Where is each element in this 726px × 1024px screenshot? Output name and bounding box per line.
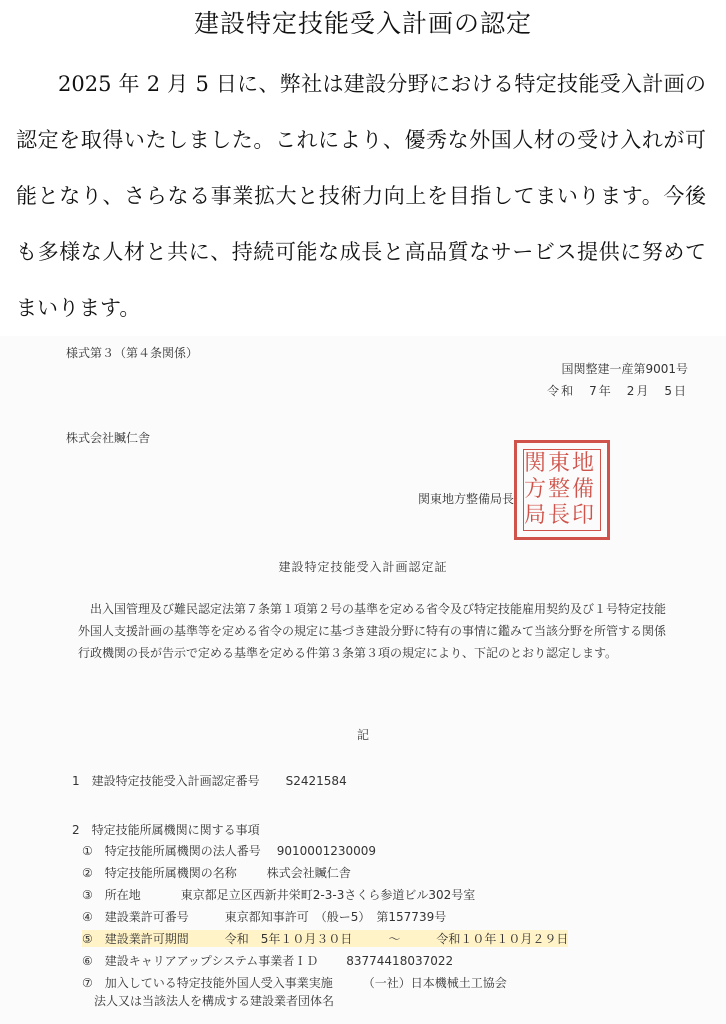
sub-item-label: ① 特定技能所属機関の法人番号: [82, 844, 261, 858]
sub-item-3: [82, 886, 475, 903]
item-1: [72, 772, 347, 789]
sub-item-value: 83774418037022: [346, 954, 454, 968]
form-number: 様式第３（第４条関係）: [66, 346, 199, 360]
sub-item-value: 東京都足立区西新井栄町2-3-3さくら参道ビル302号室: [180, 888, 476, 902]
recipient-name: 株式会社贓仁舎: [66, 431, 151, 445]
issue-date: 令和 7年 2月 5日: [547, 384, 688, 398]
sub-item-value: （一社）日本機械土工協会: [362, 976, 507, 990]
sub-item-7-continued: 法人又は当該法人を構成する建設業者団体名: [94, 994, 335, 1008]
sub-item-label: ⑥ 建設キャリアアップシステム事業者ＩＤ: [82, 954, 319, 968]
sub-item-6: [82, 952, 453, 969]
sub-item-label: ③ 所在地: [82, 888, 141, 902]
sub-item-4: [82, 908, 446, 925]
document-number: 国関整建一産第9001号: [561, 362, 688, 376]
sub-item-value: 9010001230009: [276, 844, 377, 858]
sub-item-2: [82, 864, 351, 881]
sub-item-label: ② 特定技能所属機関の名称: [82, 866, 237, 880]
sub-item-value: 東京都知事許可 （般ー5） 第157739号: [224, 910, 447, 924]
sub-item-label: ④ 建設業許可番号: [82, 910, 189, 924]
certificate-title: 建設特定技能受入計画認定証: [278, 560, 448, 574]
official-seal: [514, 440, 610, 540]
sub-item-5: [82, 930, 568, 947]
seal-lettering: 関東地方整備局長印: [523, 449, 601, 531]
issuer-title: 関東地方整備局長: [418, 492, 515, 506]
sub-item-1: [82, 842, 376, 859]
item-1-value: S2421584: [285, 774, 347, 788]
page-title: 建設特定技能受入計画の認定: [193, 9, 532, 38]
sub-item-value: 株式会社贓仁舎: [266, 866, 351, 880]
item-2-heading: 2 特定技能所属機関に関する事項: [72, 823, 260, 837]
sub-item-value: 令和 5年１０月３０日 ～ 令和１０年１０月２９日: [224, 932, 569, 946]
intro-paragraph: [16, 56, 706, 336]
ki-heading: 記: [356, 728, 369, 742]
certificate-body: 出入国管理及び難民認定法第７条第１項第２号の基準を定める省令及び特定技能雇用契約及び１号特定技能外国人支援計画の基準等を定める省令の規定に基づき建設分野に特有の事情に鑑みて当該分野を所管する関係行政機関の長が告示で定める基準を定める件第３条第３項の規定により、下記のとおり認定します。: [78, 602, 667, 660]
sub-item-label: ⑤ 建設業許可期間: [82, 932, 189, 946]
sub-item-label: ⑦ 加入している特定技能外国人受入事業実施: [82, 976, 333, 990]
intro-text: 2025 年 2 月 5 日に、弊社は建設分野における特定技能受入計画の認定を取得いたしました。これにより、優秀な外国人材の受け入れが可能となり、さらなる事業拡大と技術力向上を目指してまいります。今後も多様な人材と共に、持続可能な成長と高品質なサービス提供に努めてまいります。: [16, 72, 706, 320]
sub-item-7: [82, 974, 507, 991]
item-1-label: 1 建設特定技能受入計画認定番号: [72, 774, 260, 788]
certificate-scan: [0, 336, 726, 1024]
